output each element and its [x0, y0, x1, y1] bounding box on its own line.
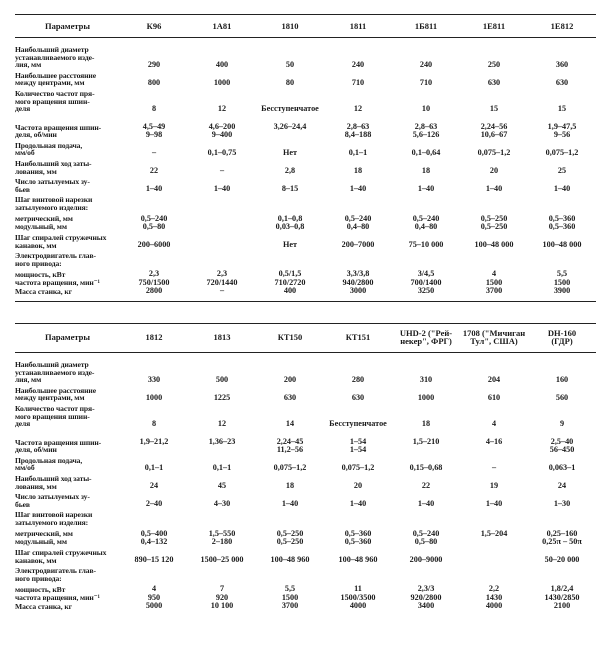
table-row: [15, 193, 596, 211]
parameter-value: 0,4–80: [346, 222, 370, 231]
parameter-value: 0,4–132: [140, 537, 168, 546]
table-row: [15, 602, 596, 611]
parameter-value: 0,5–240: [412, 528, 440, 538]
parameter-label: Шаг спиралей стружечных канавок, мм: [15, 233, 107, 250]
parameter-value: 200: [283, 374, 297, 384]
parameter-value: [120, 193, 188, 211]
parameter-value: 400: [256, 287, 324, 302]
parameter-label: Электродвигатель глав- ного привода:: [15, 566, 96, 583]
parameter-value: 0,5–360: [548, 222, 576, 231]
table-row: [15, 384, 596, 402]
parameter-value: 0,4–80: [414, 222, 438, 231]
parameter-value: 0,5–360: [344, 537, 372, 546]
parameter-value: [460, 249, 528, 267]
parameter-value: 700/1400: [410, 277, 442, 287]
parameter-value: 1–40: [485, 184, 503, 194]
column-header-model: 1Б811: [392, 15, 460, 38]
parameter-label: Наибольшее расстояние между центрами, мм: [15, 385, 96, 403]
parameter-value: 20: [489, 166, 499, 176]
column-header-model: 1Е812: [528, 15, 596, 38]
parameter-value: 1,9–47,5 9–56: [547, 121, 577, 139]
parameter-value: 4: [491, 418, 497, 428]
parameter-value: 0,1–0,8: [277, 213, 303, 223]
parameter-value: [188, 193, 256, 211]
column-header-model: КТ151: [324, 324, 392, 353]
parameter-value: 0,5–240: [140, 213, 168, 223]
parameter-value: 2–40: [145, 499, 163, 509]
parameter-value: 5,5: [556, 269, 568, 279]
parameter-value: 0,075–1,2: [477, 147, 511, 157]
parameter-value: 3000: [324, 287, 392, 302]
parameter-value: 500: [215, 374, 229, 384]
parameter-value: 1,9–21,2: [139, 436, 169, 446]
parameter-value: [324, 508, 392, 526]
column-header-model: DH-160 (ГДР): [528, 324, 596, 353]
table-row: [15, 508, 596, 526]
parameter-value: 800: [147, 77, 161, 87]
parameter-label: Шаг спиралей стружечных канавок, мм: [15, 548, 107, 565]
column-header-parameters: Параметры: [15, 324, 120, 353]
table-row: [15, 267, 596, 278]
parameter-value: [528, 508, 596, 526]
parameter-label: Шаг винтовой нарезки затылуемого изделия:: [15, 195, 93, 212]
parameter-value: 0,5–360: [344, 528, 372, 538]
parameter-value: 0,075–1,2: [341, 462, 375, 472]
parameter-value: 1,5–204: [480, 528, 508, 538]
parameter-value: [528, 193, 596, 211]
parameter-value: 12: [217, 418, 227, 428]
parameter-value: 25: [557, 166, 567, 176]
machine-specs-table-2: [15, 323, 596, 610]
table-row: [15, 113, 596, 139]
parameter-value: 290: [147, 59, 161, 69]
parameter-value: 0,15–0,68: [409, 462, 443, 472]
parameter-value: 160: [555, 374, 569, 384]
parameter-value: –: [219, 166, 225, 176]
parameter-value: [460, 508, 528, 526]
parameter-value: [460, 538, 528, 547]
parameter-value: [120, 249, 188, 267]
parameter-value: 3400: [417, 601, 435, 611]
parameter-value: 0,5/1,5: [278, 269, 302, 279]
parameter-value: 0,25–160: [546, 528, 578, 538]
table-row: [15, 582, 596, 593]
column-header-model: К96: [120, 15, 188, 38]
parameter-value: 920/2800: [410, 592, 442, 602]
parameter-value: [392, 193, 460, 211]
parameter-value: 1500: [553, 277, 571, 287]
parameter-label: Число затылуемых зу- бьев: [15, 492, 90, 509]
parameter-label: Частота вращения шпин- деля, об/мин: [15, 437, 102, 455]
parameter-label: частота вращения, мин⁻¹: [15, 593, 100, 603]
parameter-value: 1,36–23: [208, 436, 236, 446]
parameter-value: 0,5–400: [140, 528, 168, 538]
parameter-value: 2,24–45 11,2–56: [276, 436, 304, 454]
parameter-value: [256, 508, 324, 526]
parameter-value: 0,5–240: [412, 213, 440, 223]
parameter-value: 3/4,5: [417, 269, 435, 279]
parameter-value: 4000: [485, 601, 503, 611]
parameter-value: 0,075–1,2: [273, 462, 307, 472]
parameter-label: Наибольший ход заты- лования, мм: [15, 158, 92, 176]
parameter-label: Продольная подача, мм/об: [15, 140, 83, 158]
parameter-value: 2100: [553, 601, 571, 611]
parameter-value: 710/2720: [274, 277, 306, 287]
parameter-value: 720/1440: [206, 277, 238, 287]
parameter-value: 310: [419, 374, 433, 384]
table-row: [15, 231, 596, 249]
column-header-model: 1812: [120, 324, 188, 353]
parameter-value: 18: [421, 418, 431, 428]
parameter-value: Нет: [282, 240, 298, 250]
parameter-value: 1500–25 000: [200, 555, 244, 565]
parameter-value: 5,5: [284, 584, 296, 594]
parameter-label: Число затылуемых зу- бьев: [15, 177, 90, 194]
parameter-value: Бесступенчатое: [261, 103, 319, 113]
parameter-value: 2,8–63 8,4–188: [344, 121, 372, 139]
column-header-model: 1813: [188, 324, 256, 353]
parameter-value: [528, 564, 596, 582]
parameter-value: 2,3: [148, 269, 160, 279]
parameter-value: 12: [217, 103, 227, 113]
parameter-value: 10 100: [210, 601, 234, 611]
parameter-label: частота вращения, мин⁻¹: [15, 278, 100, 288]
parameter-value: [460, 193, 528, 211]
parameter-value: 1225: [213, 392, 231, 402]
parameter-value: 2,8–63 5,6–126: [412, 121, 440, 139]
parameter-value: 0,5–250: [480, 222, 508, 231]
table-row: [15, 249, 596, 267]
parameter-value: 2,5–40 56–450: [549, 436, 575, 454]
table-row: [15, 454, 596, 472]
parameter-value: 240: [351, 59, 365, 69]
parameter-value: 50–20 000: [544, 555, 580, 565]
column-header-model: 1811: [324, 15, 392, 38]
parameter-value: [188, 249, 256, 267]
parameter-value: 1430/2850: [544, 592, 580, 602]
parameter-value: 19: [489, 481, 499, 491]
parameter-label: метрический, мм: [15, 213, 73, 223]
parameter-value: 4: [491, 269, 497, 279]
parameter-value: 1500: [485, 277, 503, 287]
table-row: [15, 402, 596, 428]
parameter-value: 0,5–250: [480, 213, 508, 223]
parameter-value: 1430: [485, 592, 503, 602]
parameter-value: 24: [557, 481, 567, 491]
parameter-value: 0,5–240: [344, 213, 372, 223]
parameter-value: 610: [487, 392, 501, 402]
parameter-value: [188, 231, 256, 249]
table-row: [15, 527, 596, 538]
parameter-value: [392, 249, 460, 267]
table-row: [15, 546, 596, 564]
table-row: [15, 69, 596, 87]
parameter-label: Электродвигатель глав- ного привода:: [15, 251, 96, 268]
parameter-value: 0,1–1: [348, 147, 368, 157]
parameter-value: 2,24–56 10,6–67: [480, 121, 508, 139]
parameter-value: 15: [489, 103, 499, 113]
column-header-model: 1А81: [188, 15, 256, 38]
parameter-value: 710: [419, 77, 433, 87]
table-row: [15, 490, 596, 508]
parameter-value: [188, 223, 256, 232]
parameter-value: 11: [354, 584, 362, 594]
table-row: [15, 287, 596, 302]
parameter-label: Количество частот пря- мого вращения шпин- деля: [15, 88, 95, 114]
table-row: [15, 139, 596, 157]
parameter-value: 3,26–24,4: [273, 121, 307, 131]
column-header-model: 1Е811: [460, 15, 528, 38]
parameter-value: 630: [555, 77, 569, 87]
column-header-model: КТ150: [256, 324, 324, 353]
parameter-value: 0,5–250: [276, 537, 304, 546]
parameter-label: мощность, кВт: [15, 269, 66, 279]
parameter-value: 1000: [145, 392, 163, 402]
parameter-value: 710: [351, 77, 365, 87]
parameter-value: 22: [149, 166, 159, 176]
parameter-value: 8–15: [281, 184, 299, 194]
parameter-value: 1,5–210: [412, 436, 440, 446]
parameter-value: 18: [353, 166, 363, 176]
parameter-value: 4,5–49 9–98: [142, 121, 166, 139]
parameter-value: 1–40: [485, 499, 503, 509]
parameter-value: 14: [285, 418, 295, 428]
parameter-value: 920: [215, 592, 229, 602]
parameter-value: [324, 193, 392, 211]
parameter-value: 940/2800: [342, 277, 374, 287]
parameter-value: 0,1–0,64: [411, 147, 441, 157]
parameter-value: 4,6–200 9–400: [208, 121, 236, 139]
parameter-value: 22: [421, 481, 431, 491]
parameter-value: 1–40: [553, 184, 571, 194]
parameter-value: 1–30: [553, 499, 571, 509]
column-header-model: 1810: [256, 15, 324, 38]
machine-specs-table-1: [15, 14, 596, 302]
parameter-value: 1500: [281, 592, 299, 602]
parameter-value: 2800: [120, 287, 188, 302]
parameter-value: 4–30: [213, 499, 231, 509]
table-row: [15, 38, 596, 69]
parameter-value: [256, 249, 324, 267]
parameter-value: –: [151, 147, 157, 157]
parameter-label: Наибольшее расстояние между центрами, мм: [15, 70, 96, 88]
parameter-value: 1,8/2,4: [550, 584, 574, 594]
parameter-value: [460, 546, 528, 564]
parameter-value: 200–6000: [137, 240, 171, 250]
parameter-label: Количество частот пря- мого вращения шпин- деля: [15, 403, 95, 429]
parameter-value: 3700: [460, 287, 528, 302]
parameter-value: [392, 564, 460, 582]
parameter-value: 2–180: [211, 537, 233, 546]
parameter-value: 2,3: [216, 269, 228, 279]
parameter-value: 560: [555, 392, 569, 402]
parameter-value: 2,3/3: [417, 584, 435, 594]
table-row: [15, 87, 596, 113]
parameter-value: 0,1–0,75: [207, 147, 237, 157]
parameter-value: 9: [559, 418, 565, 428]
parameter-value: [120, 508, 188, 526]
parameter-value: 630: [283, 392, 297, 402]
parameter-value: 7: [219, 584, 225, 594]
parameter-value: 100–48 000: [474, 240, 514, 250]
parameter-value: 8: [151, 418, 157, 428]
parameter-label: модульный, мм: [15, 537, 67, 547]
parameter-label: мощность, кВт: [15, 584, 66, 594]
parameter-value: 10: [421, 103, 431, 113]
parameter-label: Продольная подача, мм/об: [15, 455, 83, 473]
parameter-value: 2,8: [284, 166, 296, 176]
parameter-value: [188, 508, 256, 526]
parameter-label: Наибольший диаметр устанавливаемого изде- лия, мм: [15, 360, 95, 385]
table-row: [15, 538, 596, 547]
parameter-value: [392, 508, 460, 526]
parameter-label: Масса станка, кг: [15, 287, 120, 302]
table-row: [15, 428, 596, 454]
column-header-model: UHD-2 ("Рей- некер", ФРГ): [392, 324, 460, 353]
parameter-value: 75–10 000: [408, 240, 444, 250]
parameter-value: [120, 564, 188, 582]
parameter-value: [188, 212, 256, 223]
parameter-value: 12: [353, 103, 363, 113]
parameter-value: 0,1–1: [212, 462, 232, 472]
parameter-value: 950: [147, 592, 161, 602]
parameter-value: 200–9000: [409, 555, 443, 565]
parameter-value: 4000: [349, 601, 367, 611]
parameter-value: 1–40: [417, 184, 435, 194]
parameter-value: 240: [419, 59, 433, 69]
parameter-value: 0,1–1: [144, 462, 164, 472]
parameter-value: 18: [285, 481, 295, 491]
parameter-value: 630: [487, 77, 501, 87]
parameter-label: Наибольший ход заты- лования, мм: [15, 473, 92, 491]
parameter-value: 0,5–80: [142, 222, 166, 231]
parameter-value: 1–40: [417, 499, 435, 509]
parameter-value: 0,5–250: [276, 528, 304, 538]
parameter-value: [324, 249, 392, 267]
parameter-value: 400: [215, 59, 229, 69]
table-row: [15, 175, 596, 193]
parameter-value: 750/1500: [138, 277, 170, 287]
parameter-value: 0,075–1,2: [545, 147, 579, 157]
parameter-value: 100–48 960: [338, 555, 378, 565]
parameter-value: 0,5–360: [548, 213, 576, 223]
parameter-value: Нет: [282, 147, 298, 157]
parameter-label: Шаг винтовой нарезки затылуемого изделия:: [15, 510, 93, 527]
parameter-value: 1–40: [213, 184, 231, 194]
parameter-value: 100–48 000: [542, 240, 582, 250]
parameter-value: 20: [353, 481, 363, 491]
parameter-value: 1–40: [281, 499, 299, 509]
parameter-value: 1000: [417, 392, 435, 402]
parameter-value: 3250: [392, 287, 460, 302]
table-row: [15, 593, 596, 602]
parameter-value: 1,5–550: [208, 528, 236, 538]
parameter-value: 200–7000: [341, 240, 375, 250]
parameter-value: –: [491, 462, 497, 472]
parameter-value: 1000: [213, 77, 231, 87]
parameter-label: Частота вращения шпин- деля, об/мин: [15, 122, 102, 140]
parameter-value: [324, 564, 392, 582]
parameter-value: 0,25π – 50π: [542, 537, 582, 546]
table-row: [15, 472, 596, 490]
parameter-value: [460, 564, 528, 582]
parameter-label: модульный, мм: [15, 222, 67, 232]
parameter-value: 1–40: [349, 499, 367, 509]
table-row: [15, 278, 596, 287]
parameter-value: 80: [285, 77, 295, 87]
parameter-value: 4–16: [485, 436, 503, 446]
parameter-value: 5000: [145, 601, 163, 611]
parameter-value: 50: [285, 59, 295, 69]
table-row: [15, 157, 596, 175]
parameter-value: 204: [487, 374, 501, 384]
parameter-value: 18: [421, 166, 431, 176]
table-row: [15, 223, 596, 232]
parameter-value: 0,03–0,8: [275, 222, 305, 231]
parameter-value: 3900: [528, 287, 596, 302]
parameter-value: 330: [147, 374, 161, 384]
table-row: [15, 564, 596, 582]
parameter-value: 1–40: [349, 184, 367, 194]
table-header-row: [15, 324, 596, 353]
parameter-value: 250: [487, 59, 501, 69]
parameter-value: 8: [151, 103, 157, 113]
parameter-value: 3,3/3,8: [346, 269, 370, 279]
parameter-value: 360: [555, 59, 569, 69]
parameter-label: Масса станка, кг: [15, 601, 72, 611]
parameter-value: –: [188, 287, 256, 302]
parameter-value: 0,5–80: [414, 537, 438, 546]
parameter-label: метрический, мм: [15, 528, 73, 538]
parameter-value: 1–54 1–54: [349, 436, 367, 454]
parameter-value: 2,2: [488, 584, 500, 594]
parameter-value: 24: [149, 481, 159, 491]
table-header-row: [15, 15, 596, 38]
parameter-value: [188, 564, 256, 582]
parameter-value: 15: [557, 103, 567, 113]
parameter-value: 630: [351, 392, 365, 402]
parameter-value: 45: [217, 481, 227, 491]
parameter-value: Бесступенчатое: [329, 418, 387, 428]
column-header-parameters: Параметры: [15, 15, 120, 38]
table-row: [15, 212, 596, 223]
parameter-value: 1–40: [145, 184, 163, 194]
parameter-value: 890–15 120: [134, 555, 174, 565]
column-header-model: 1708 ("Мичиган Тул", США): [460, 324, 528, 353]
parameter-value: 0,063–1: [548, 462, 576, 472]
parameter-value: 280: [351, 374, 365, 384]
parameter-value: 3700: [281, 601, 299, 611]
parameter-value: [256, 564, 324, 582]
parameter-value: [528, 249, 596, 267]
parameter-value: 4: [151, 584, 157, 594]
table-row: [15, 353, 596, 384]
parameter-value: 100–48 960: [270, 555, 310, 565]
parameter-value: [256, 193, 324, 211]
parameter-value: 1500/3500: [340, 592, 376, 602]
parameter-label: Наибольший диаметр устанавливаемого изде- лия, мм: [15, 45, 95, 70]
